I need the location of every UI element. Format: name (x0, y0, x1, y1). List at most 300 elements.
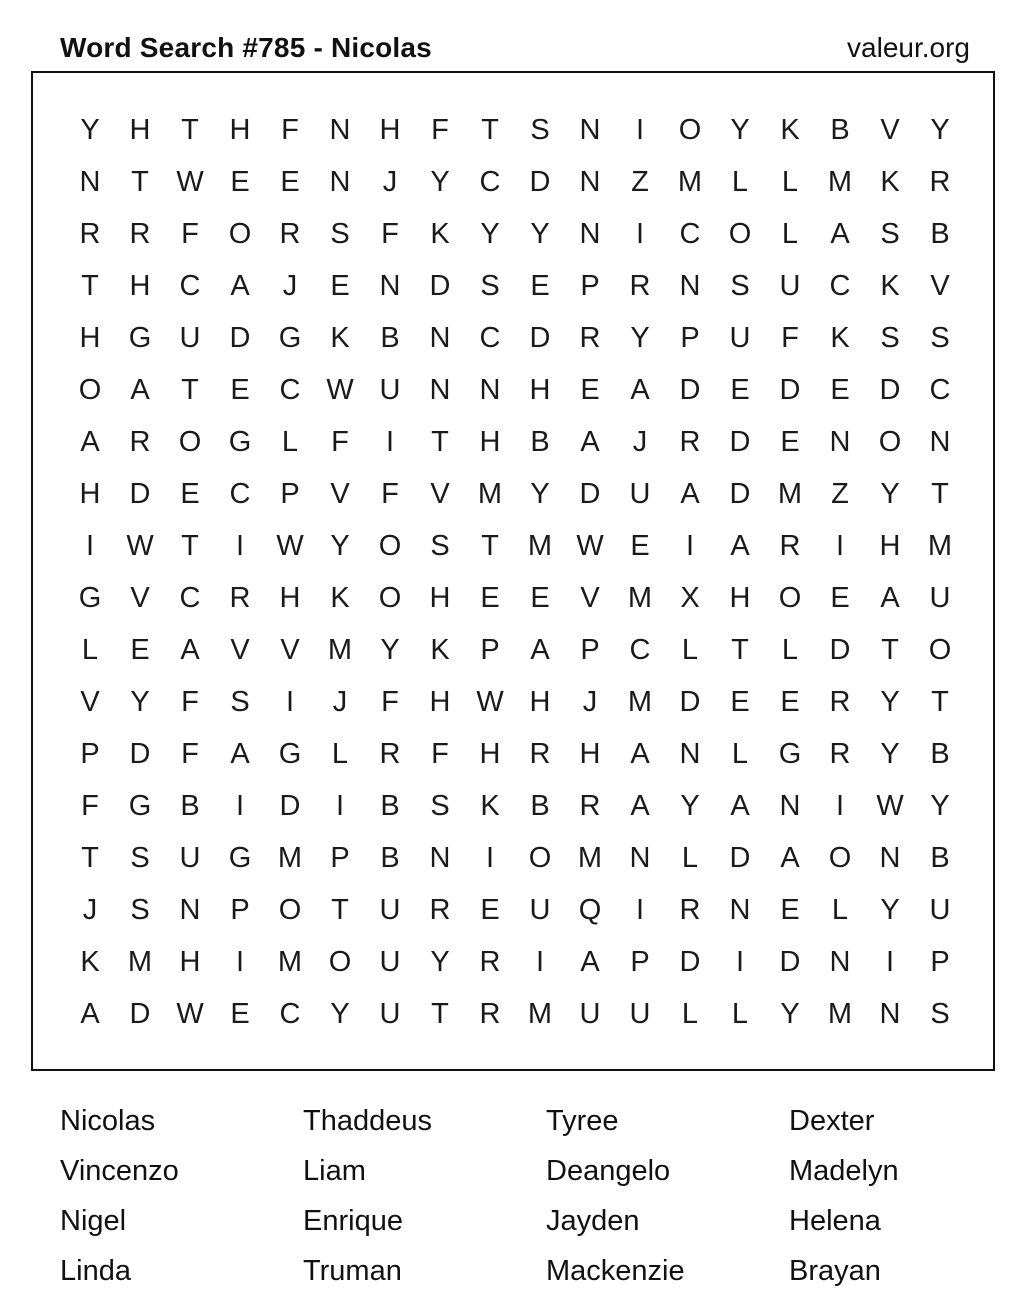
grid-cell[interactable]: K (80, 945, 100, 978)
grid-cell[interactable]: T (131, 165, 149, 198)
grid-cell[interactable]: U (529, 893, 551, 926)
grid-cell[interactable]: A (780, 841, 800, 874)
grid-cell[interactable]: G (278, 321, 302, 354)
grid-cell[interactable]: N (379, 269, 401, 302)
grid-cell[interactable]: E (780, 685, 800, 718)
grid-cell[interactable]: S (230, 685, 250, 718)
grid-cell[interactable]: O (328, 945, 352, 978)
grid-cell[interactable]: T (181, 113, 199, 146)
grid-cell[interactable]: I (635, 113, 645, 146)
grid-cell[interactable]: E (180, 477, 200, 510)
grid-cell[interactable]: P (230, 893, 250, 926)
grid-cell[interactable]: P (930, 945, 950, 978)
grid-cell[interactable]: P (330, 841, 350, 874)
grid-cell[interactable]: L (281, 425, 299, 458)
grid-cell[interactable]: Y (130, 685, 150, 718)
grid-cell[interactable]: L (781, 217, 799, 250)
grid-cell[interactable]: N (729, 893, 751, 926)
grid-cell[interactable]: F (431, 737, 449, 770)
grid-cell[interactable]: Y (530, 217, 550, 250)
grid-cell[interactable]: H (429, 685, 451, 718)
grid-cell[interactable]: I (235, 789, 245, 822)
grid-cell[interactable]: G (128, 789, 152, 822)
grid-cell[interactable]: T (481, 529, 499, 562)
grid-cell[interactable]: L (731, 165, 749, 198)
grid-cell[interactable]: A (530, 633, 550, 666)
grid-cell[interactable]: R (129, 217, 151, 250)
grid-cell[interactable]: Y (430, 165, 450, 198)
grid-cell[interactable]: J (282, 269, 298, 302)
grid-cell[interactable]: I (285, 685, 295, 718)
grid-cell[interactable]: N (829, 945, 851, 978)
grid-cell[interactable]: W (176, 997, 204, 1030)
grid-cell[interactable]: T (81, 269, 99, 302)
grid-cell[interactable]: T (181, 529, 199, 562)
grid-cell[interactable]: S (730, 269, 750, 302)
grid-cell[interactable]: D (229, 321, 251, 354)
grid-cell[interactable]: M (927, 529, 953, 562)
grid-cell[interactable]: S (430, 529, 450, 562)
grid-cell[interactable]: G (228, 841, 252, 874)
grid-cell[interactable]: H (529, 685, 551, 718)
grid-cell[interactable]: M (477, 477, 503, 510)
grid-cell[interactable]: I (835, 789, 845, 822)
grid-cell[interactable]: V (80, 685, 100, 718)
grid-cell[interactable]: O (378, 581, 402, 614)
grid-cell[interactable]: I (385, 425, 395, 458)
grid-cell[interactable]: G (128, 321, 152, 354)
grid-cell[interactable]: O (178, 425, 202, 458)
grid-cell[interactable]: I (485, 841, 495, 874)
grid-cell[interactable]: E (780, 425, 800, 458)
grid-cell[interactable]: D (429, 269, 451, 302)
grid-cell[interactable]: N (879, 841, 901, 874)
grid-cell[interactable]: F (381, 477, 399, 510)
grid-cell[interactable]: L (681, 841, 699, 874)
grid-cell[interactable]: P (80, 737, 100, 770)
grid-cell[interactable]: K (880, 269, 900, 302)
grid-cell[interactable]: H (129, 113, 151, 146)
grid-cell[interactable]: F (181, 737, 199, 770)
grid-cell[interactable]: A (880, 581, 900, 614)
grid-cell[interactable]: I (685, 529, 695, 562)
grid-cell[interactable]: I (885, 945, 895, 978)
grid-cell[interactable]: E (530, 581, 550, 614)
grid-cell[interactable]: K (330, 581, 350, 614)
grid-cell[interactable]: K (780, 113, 800, 146)
grid-cell[interactable]: B (930, 841, 950, 874)
grid-cell[interactable]: E (580, 373, 600, 406)
grid-cell[interactable]: D (729, 477, 751, 510)
grid-cell[interactable]: U (379, 997, 401, 1030)
grid-cell[interactable]: T (431, 425, 449, 458)
grid-cell[interactable]: C (629, 633, 651, 666)
grid-cell[interactable]: A (580, 425, 600, 458)
grid-cell[interactable]: S (880, 217, 900, 250)
grid-cell[interactable]: E (230, 165, 250, 198)
grid-cell[interactable]: R (829, 685, 851, 718)
grid-cell[interactable]: H (229, 113, 251, 146)
grid-cell[interactable]: M (127, 945, 153, 978)
grid-cell[interactable]: D (129, 737, 151, 770)
grid-cell[interactable]: J (582, 685, 598, 718)
grid-cell[interactable]: A (630, 737, 650, 770)
grid-cell[interactable]: A (130, 373, 150, 406)
grid-cell[interactable]: R (379, 737, 401, 770)
grid-cell[interactable]: P (480, 633, 500, 666)
grid-cell[interactable]: V (880, 113, 900, 146)
grid-cell[interactable]: C (279, 373, 301, 406)
grid-cell[interactable]: Y (330, 529, 350, 562)
grid-cell[interactable]: C (479, 321, 501, 354)
grid-cell[interactable]: U (179, 321, 201, 354)
grid-cell[interactable]: M (677, 165, 703, 198)
grid-cell[interactable]: U (379, 945, 401, 978)
grid-cell[interactable]: S (530, 113, 550, 146)
grid-cell[interactable]: B (530, 789, 550, 822)
grid-cell[interactable]: E (230, 373, 250, 406)
grid-cell[interactable]: N (929, 425, 951, 458)
grid-cell[interactable]: R (279, 217, 301, 250)
grid-cell[interactable]: E (480, 893, 500, 926)
grid-cell[interactable]: G (78, 581, 102, 614)
grid-cell[interactable]: R (679, 893, 701, 926)
grid-cell[interactable]: Y (530, 477, 550, 510)
grid-cell[interactable]: D (129, 477, 151, 510)
grid-cell[interactable]: E (530, 269, 550, 302)
grid-cell[interactable]: F (381, 217, 399, 250)
grid-cell[interactable]: U (779, 269, 801, 302)
grid-cell[interactable]: S (930, 997, 950, 1030)
grid-cell[interactable]: A (830, 217, 850, 250)
grid-cell[interactable]: N (679, 269, 701, 302)
grid-cell[interactable]: R (129, 425, 151, 458)
grid-cell[interactable]: F (181, 217, 199, 250)
grid-cell[interactable]: P (680, 321, 700, 354)
grid-cell[interactable]: E (780, 893, 800, 926)
grid-cell[interactable]: V (580, 581, 600, 614)
grid-cell[interactable]: J (382, 165, 398, 198)
grid-cell[interactable]: L (681, 633, 699, 666)
grid-cell[interactable]: J (82, 893, 98, 926)
grid-cell[interactable]: C (929, 373, 951, 406)
grid-cell[interactable]: B (930, 217, 950, 250)
grid-cell[interactable]: Y (880, 685, 900, 718)
grid-cell[interactable]: D (529, 165, 551, 198)
grid-cell[interactable]: I (235, 529, 245, 562)
grid-cell[interactable]: F (281, 113, 299, 146)
grid-cell[interactable]: O (78, 373, 102, 406)
grid-cell[interactable]: D (679, 373, 701, 406)
grid-cell[interactable]: J (632, 425, 648, 458)
grid-cell[interactable]: K (830, 321, 850, 354)
grid-cell[interactable]: D (779, 945, 801, 978)
grid-cell[interactable]: P (630, 945, 650, 978)
grid-cell[interactable]: C (179, 581, 201, 614)
grid-cell[interactable]: H (279, 581, 301, 614)
grid-cell[interactable]: R (479, 945, 501, 978)
grid-cell[interactable]: G (278, 737, 302, 770)
grid-cell[interactable]: V (330, 477, 350, 510)
grid-cell[interactable]: E (730, 373, 750, 406)
grid-cell[interactable]: B (380, 789, 400, 822)
grid-cell[interactable]: D (579, 477, 601, 510)
grid-cell[interactable]: E (480, 581, 500, 614)
grid-cell[interactable]: Y (730, 113, 750, 146)
grid-cell[interactable]: G (778, 737, 802, 770)
grid-cell[interactable]: A (230, 737, 250, 770)
grid-cell[interactable]: A (180, 633, 200, 666)
grid-cell[interactable]: Y (330, 997, 350, 1030)
grid-cell[interactable]: Y (480, 217, 500, 250)
grid-cell[interactable]: Y (430, 945, 450, 978)
grid-cell[interactable]: M (527, 529, 553, 562)
grid-cell[interactable]: H (429, 581, 451, 614)
grid-cell[interactable]: M (277, 945, 303, 978)
grid-cell[interactable]: S (130, 893, 150, 926)
grid-cell[interactable]: R (579, 789, 601, 822)
grid-cell[interactable]: F (431, 113, 449, 146)
grid-cell[interactable]: B (380, 321, 400, 354)
grid-cell[interactable]: C (179, 269, 201, 302)
grid-cell[interactable]: S (880, 321, 900, 354)
grid-cell[interactable]: E (130, 633, 150, 666)
grid-cell[interactable]: H (729, 581, 751, 614)
grid-cell[interactable]: O (778, 581, 802, 614)
grid-cell[interactable]: W (326, 373, 354, 406)
grid-cell[interactable]: D (729, 841, 751, 874)
grid-cell[interactable]: D (529, 321, 551, 354)
grid-cell[interactable]: N (879, 997, 901, 1030)
grid-cell[interactable]: A (230, 269, 250, 302)
grid-cell[interactable]: O (678, 113, 702, 146)
grid-cell[interactable]: O (378, 529, 402, 562)
grid-cell[interactable]: B (180, 789, 200, 822)
grid-cell[interactable]: T (181, 373, 199, 406)
grid-cell[interactable]: I (835, 529, 845, 562)
grid-cell[interactable]: Z (631, 165, 649, 198)
grid-cell[interactable]: R (779, 529, 801, 562)
grid-cell[interactable]: H (879, 529, 901, 562)
grid-cell[interactable]: N (429, 321, 451, 354)
grid-cell[interactable]: U (629, 477, 651, 510)
grid-cell[interactable]: L (831, 893, 849, 926)
grid-cell[interactable]: U (579, 997, 601, 1030)
grid-cell[interactable]: I (235, 945, 245, 978)
grid-cell[interactable]: U (379, 373, 401, 406)
grid-cell[interactable]: N (329, 113, 351, 146)
grid-cell[interactable]: V (930, 269, 950, 302)
grid-cell[interactable]: Y (880, 477, 900, 510)
grid-cell[interactable]: Y (930, 789, 950, 822)
grid-cell[interactable]: D (679, 945, 701, 978)
grid-cell[interactable]: D (829, 633, 851, 666)
grid-cell[interactable]: T (931, 477, 949, 510)
grid-cell[interactable]: E (830, 581, 850, 614)
grid-cell[interactable]: N (579, 217, 601, 250)
grid-cell[interactable]: Y (880, 893, 900, 926)
grid-cell[interactable]: O (928, 633, 952, 666)
grid-cell[interactable]: I (335, 789, 345, 822)
grid-cell[interactable]: L (681, 997, 699, 1030)
grid-cell[interactable]: A (730, 529, 750, 562)
grid-cell[interactable]: E (830, 373, 850, 406)
grid-cell[interactable]: E (330, 269, 350, 302)
grid-cell[interactable]: O (528, 841, 552, 874)
grid-cell[interactable]: W (276, 529, 304, 562)
grid-cell[interactable]: U (729, 321, 751, 354)
grid-cell[interactable]: O (828, 841, 852, 874)
grid-cell[interactable]: I (635, 217, 645, 250)
grid-cell[interactable]: N (429, 841, 451, 874)
grid-cell[interactable]: S (130, 841, 150, 874)
grid-cell[interactable]: D (879, 373, 901, 406)
grid-cell[interactable]: P (580, 633, 600, 666)
grid-cell[interactable]: F (181, 685, 199, 718)
grid-cell[interactable]: E (280, 165, 300, 198)
grid-cell[interactable]: I (735, 945, 745, 978)
grid-cell[interactable]: B (530, 425, 550, 458)
grid-cell[interactable]: R (479, 997, 501, 1030)
grid-cell[interactable]: H (179, 945, 201, 978)
grid-cell[interactable]: D (679, 685, 701, 718)
grid-cell[interactable]: H (379, 113, 401, 146)
grid-cell[interactable]: N (579, 113, 601, 146)
grid-cell[interactable]: M (277, 841, 303, 874)
grid-cell[interactable]: H (79, 477, 101, 510)
grid-cell[interactable]: W (876, 789, 904, 822)
grid-cell[interactable]: V (430, 477, 450, 510)
grid-cell[interactable]: K (430, 217, 450, 250)
grid-cell[interactable]: H (79, 321, 101, 354)
grid-cell[interactable]: F (381, 685, 399, 718)
grid-cell[interactable]: P (580, 269, 600, 302)
grid-cell[interactable]: M (327, 633, 353, 666)
grid-cell[interactable]: A (630, 373, 650, 406)
grid-cell[interactable]: K (430, 633, 450, 666)
grid-cell[interactable]: W (176, 165, 204, 198)
grid-cell[interactable]: V (130, 581, 150, 614)
grid-cell[interactable]: T (481, 113, 499, 146)
grid-cell[interactable]: D (729, 425, 751, 458)
grid-cell[interactable]: L (731, 737, 749, 770)
grid-cell[interactable]: S (480, 269, 500, 302)
grid-cell[interactable]: R (579, 321, 601, 354)
grid-cell[interactable]: S (430, 789, 450, 822)
grid-cell[interactable]: M (827, 165, 853, 198)
grid-cell[interactable]: N (429, 373, 451, 406)
grid-cell[interactable]: B (930, 737, 950, 770)
grid-cell[interactable]: W (476, 685, 504, 718)
grid-cell[interactable]: M (627, 685, 653, 718)
grid-cell[interactable]: R (679, 425, 701, 458)
grid-cell[interactable]: E (230, 997, 250, 1030)
grid-cell[interactable]: O (878, 425, 902, 458)
grid-cell[interactable]: A (730, 789, 750, 822)
grid-cell[interactable]: T (881, 633, 899, 666)
grid-cell[interactable]: Y (80, 113, 100, 146)
grid-cell[interactable]: F (81, 789, 99, 822)
grid-cell[interactable]: Y (380, 633, 400, 666)
grid-cell[interactable]: F (331, 425, 349, 458)
grid-cell[interactable]: G (228, 425, 252, 458)
grid-cell[interactable]: Y (680, 789, 700, 822)
grid-cell[interactable]: T (931, 685, 949, 718)
grid-cell[interactable]: D (129, 997, 151, 1030)
grid-cell[interactable]: L (331, 737, 349, 770)
grid-cell[interactable]: Y (880, 737, 900, 770)
grid-cell[interactable]: V (280, 633, 300, 666)
grid-cell[interactable]: U (629, 997, 651, 1030)
grid-cell[interactable]: S (330, 217, 350, 250)
grid-cell[interactable]: Y (930, 113, 950, 146)
grid-cell[interactable]: T (731, 633, 749, 666)
grid-cell[interactable]: N (329, 165, 351, 198)
grid-cell[interactable]: O (228, 217, 252, 250)
grid-cell[interactable]: P (280, 477, 300, 510)
grid-cell[interactable]: C (479, 165, 501, 198)
grid-cell[interactable]: N (779, 789, 801, 822)
grid-cell[interactable]: Y (780, 997, 800, 1030)
grid-cell[interactable]: N (179, 893, 201, 926)
grid-cell[interactable]: L (731, 997, 749, 1030)
grid-cell[interactable]: R (229, 581, 251, 614)
grid-cell[interactable]: B (830, 113, 850, 146)
grid-cell[interactable]: X (680, 581, 700, 614)
grid-cell[interactable]: C (679, 217, 701, 250)
grid-cell[interactable]: Z (831, 477, 849, 510)
grid-cell[interactable]: L (81, 633, 99, 666)
grid-cell[interactable]: O (728, 217, 752, 250)
grid-cell[interactable]: S (930, 321, 950, 354)
grid-cell[interactable]: T (431, 997, 449, 1030)
grid-cell[interactable]: R (929, 165, 951, 198)
grid-cell[interactable]: F (781, 321, 799, 354)
grid-cell[interactable]: T (81, 841, 99, 874)
grid-cell[interactable]: A (80, 997, 100, 1030)
grid-cell[interactable]: R (429, 893, 451, 926)
grid-cell[interactable]: M (527, 997, 553, 1030)
grid-cell[interactable]: U (179, 841, 201, 874)
grid-cell[interactable]: O (278, 893, 302, 926)
grid-cell[interactable]: U (929, 893, 951, 926)
grid-cell[interactable]: V (230, 633, 250, 666)
grid-cell[interactable]: E (730, 685, 750, 718)
grid-cell[interactable]: W (126, 529, 154, 562)
grid-cell[interactable]: K (880, 165, 900, 198)
grid-cell[interactable]: R (629, 269, 651, 302)
grid-cell[interactable]: M (777, 477, 803, 510)
grid-cell[interactable]: C (229, 477, 251, 510)
grid-cell[interactable]: M (577, 841, 603, 874)
grid-cell[interactable]: J (332, 685, 348, 718)
grid-cell[interactable]: K (330, 321, 350, 354)
grid-cell[interactable]: H (529, 373, 551, 406)
grid-cell[interactable]: M (827, 997, 853, 1030)
grid-cell[interactable]: N (79, 165, 101, 198)
grid-cell[interactable]: L (781, 165, 799, 198)
grid-cell[interactable]: R (529, 737, 551, 770)
grid-cell[interactable]: I (635, 893, 645, 926)
grid-cell[interactable]: D (779, 373, 801, 406)
grid-cell[interactable]: N (629, 841, 651, 874)
grid-cell[interactable]: D (279, 789, 301, 822)
grid-cell[interactable]: N (679, 737, 701, 770)
grid-cell[interactable]: L (781, 633, 799, 666)
grid-cell[interactable]: R (79, 217, 101, 250)
grid-cell[interactable]: H (579, 737, 601, 770)
grid-cell[interactable]: E (630, 529, 650, 562)
